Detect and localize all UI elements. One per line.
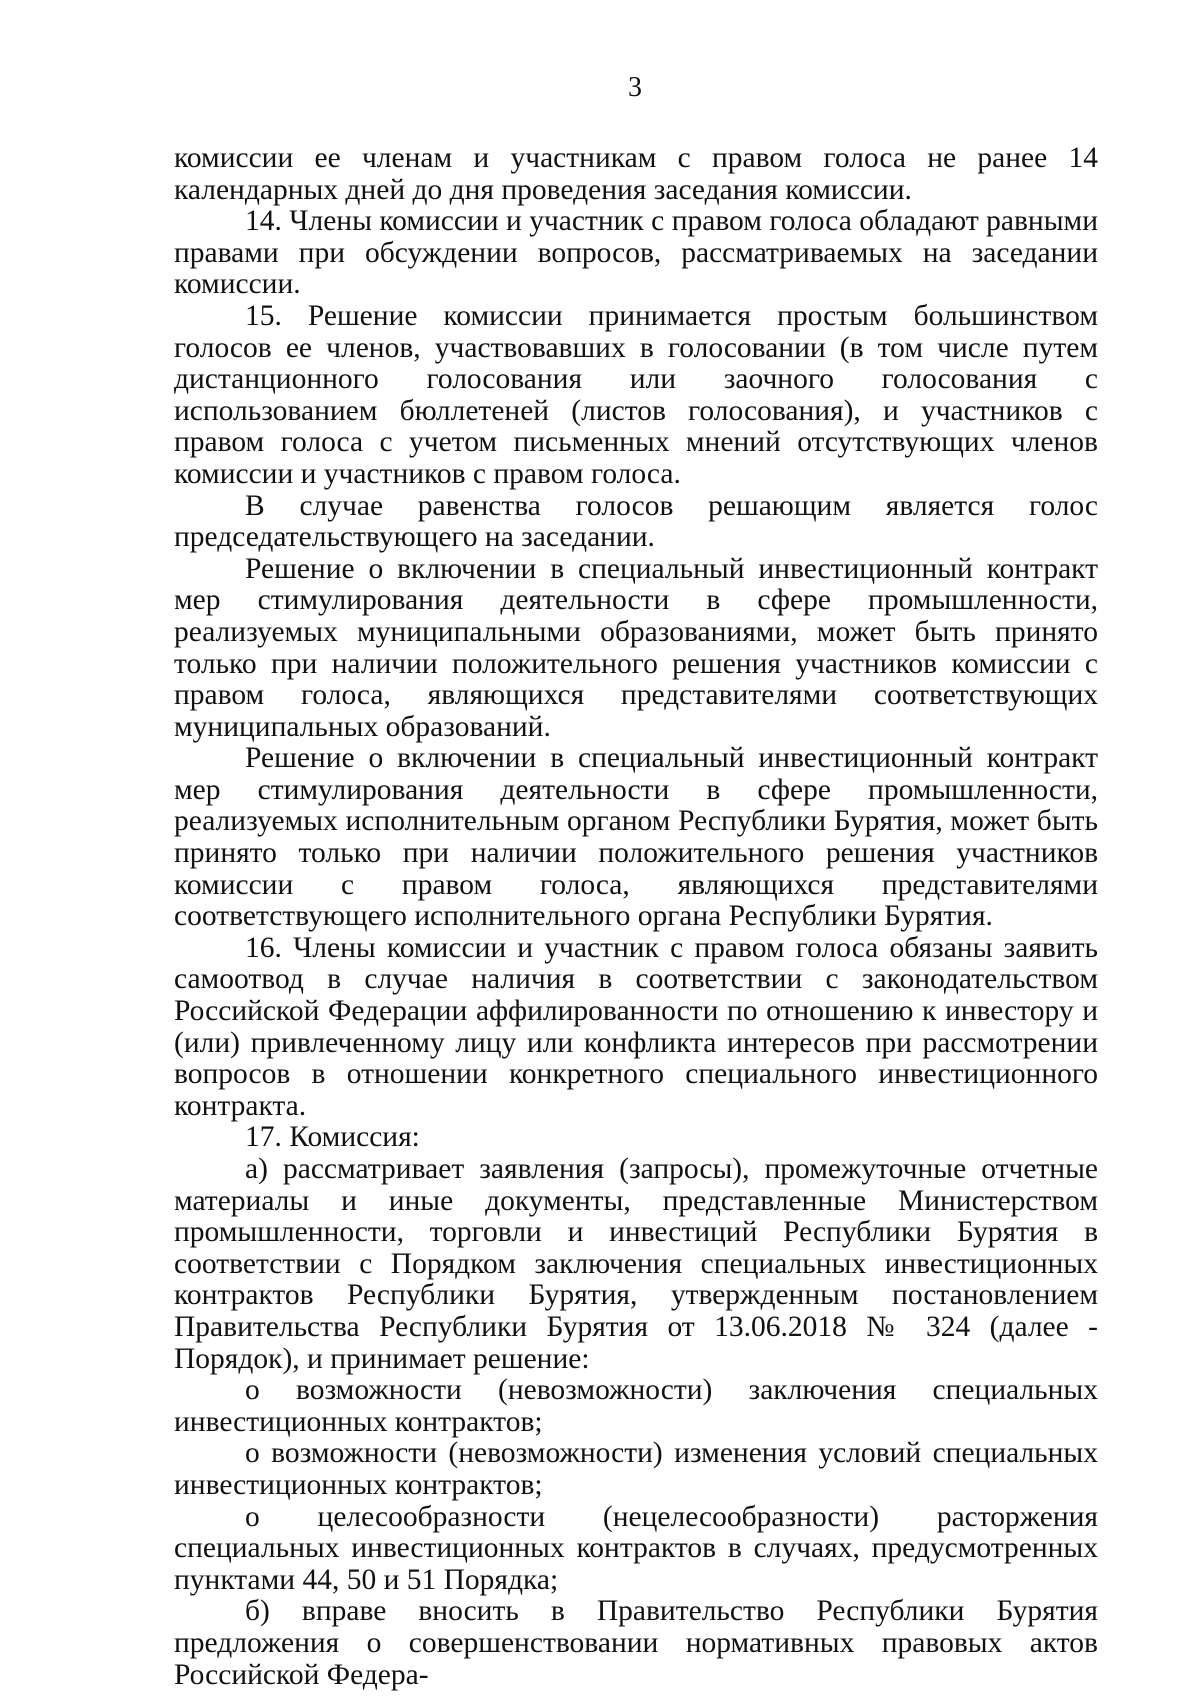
paragraph-item-14: 14. Члены комиссии и участник с правом голоса обладают равными правами при обсуждении вопросов, рассматриваемых на заседании комиссии. — [174, 205, 1098, 301]
paragraph-executive-measures: Решение о включении в специальный инвестиционный контракт мер стимулирования деятельности в сфере промышленности, реализуемых исполнительным органом Республики Бурятия, может быть принято только при наличии положительного решения участников комиссии с правом голоса, являющихся представителями соответствующего исполнительного органа Республики Бурятия. — [174, 742, 1098, 933]
paragraph-municipal-measures: Решение о включении в специальный инвестиционный контракт мер стимулирования деятельности в сфере промышленности, реализуемых муниципальными образованиями, может быть принято только при наличии положительного решения участников комиссии с правом голоса, являющихся представителями соответствующих муниципальных образований. — [174, 552, 1098, 743]
paragraph-item-17b: б) вправе вносить в Правительство Республики Бурятия предложения о совершенствовании нормативных правовых актов Российской Федера- — [174, 1595, 1098, 1691]
paragraph-item-15: 15. Решение комиссии принимается простым большинством голосов ее членов, участвовавших в голосовании (в том числе путем дистанционного голосования или заочного голосования с использованием бюллетеней (листов голосования), и участников с правом голоса с учетом письменных мнений отсутствующих членов комиссии и участников с правом голоса. — [174, 299, 1098, 490]
paragraph-item-16: 16. Члены комиссии и участник с правом голоса обязаны заявить самоотвод в случае наличия в соответствии с законодательством Российской Федерации аффилированности по отношению к инвестору и (или) привлеченному лицу или конфликта интересов при рассмотрении вопросов в отношении конкретного специального инвестиционного контракта. — [174, 931, 1098, 1122]
paragraph-decision-change: о возможности (невозможности) изменения условий специальных инвестиционных контрактов; — [174, 1437, 1098, 1501]
paragraph-tie-vote: В случае равенства голосов решающим является голос председательствующего на заседании. — [174, 489, 1098, 554]
paragraph-item-17: 17. Комиссия: — [245, 1121, 420, 1154]
paragraph-decision-conclusion: о возможности (невозможности) заключения специальных инвестиционных контрактов; — [174, 1374, 1098, 1438]
paragraph-continuation: комиссии ее членам и участникам с правом голоса не ранее 14 календарных дней до дня проведения заседания комиссии. — [174, 142, 1098, 206]
page-number: 3 — [628, 72, 642, 103]
paragraph-item-17a: а) рассматривает заявления (запросы), промежуточные отчетные материалы и иные документы, представленные Министерством промышленности, торговли и инвестиций Республики Бурятия в соответствии с Порядком заключения специальных инвестиционных контрактов Республики Бурятия, утвержденным постановлением Правительства Республики Бурятия от 13.06.2018 № 324 (далее - Порядок), и принимает решение: — [174, 1153, 1098, 1375]
document-body — [174, 143, 1098, 1691]
paragraph-decision-termination: о целесообразности (нецелесообразности) расторжения специальных инвестиционных контрактов в случаях, предусмотренных пунктами 44, 50 и 51 Порядка; — [174, 1500, 1098, 1596]
